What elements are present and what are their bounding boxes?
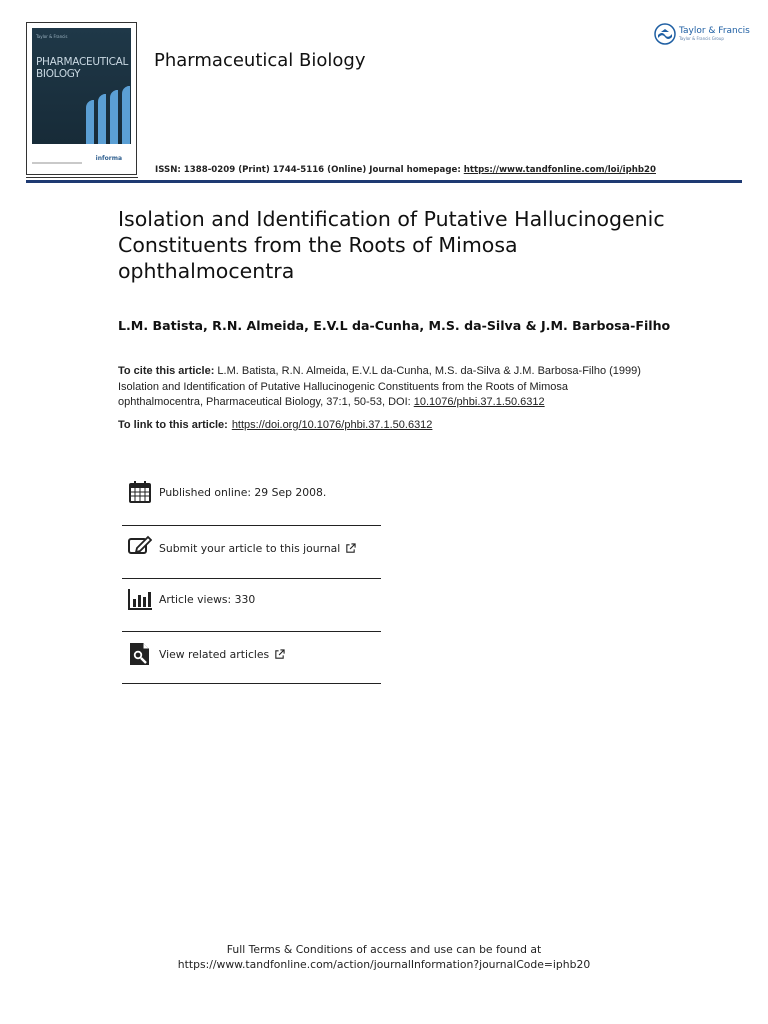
cover-bars-graphic: [84, 86, 130, 144]
edit-icon: [128, 534, 152, 558]
footer-line-1: Full Terms & Conditions of access and use can be found at: [226, 943, 542, 956]
external-link-icon: [345, 543, 356, 554]
article-title: Isolation and Identification of Putative Hallucinogenic Constituents from the Roots of Mimosa ophthalmocentra: [118, 207, 665, 283]
citation-text: L.M. Batista, R.N. Almeida, E.V.L da-Cunha, M.S. da-Silva & J.M. Barbosa-Filho (1999) Isolation and Identification of Putative Hallucinogenic Constituents from the Roots of Mimosa ophthalmocentra, Pharmaceutical Biology, 37:1, 50-53, DOI:: [118, 365, 641, 408]
external-link-icon: [274, 649, 285, 660]
bar-chart-icon: [128, 587, 152, 611]
search-document-icon: [128, 642, 152, 666]
article-views-row: [122, 579, 381, 631]
row-divider: [122, 683, 381, 684]
submit-article-label[interactable]: Submit your article to this journal: [159, 542, 341, 555]
footer-terms-link[interactable]: https://www.tandfonline.com/action/journalInformation?journalCode=iphb20: [177, 958, 591, 971]
related-articles-row[interactable]: [122, 632, 381, 684]
article-views-label: Article views: 330: [159, 593, 256, 606]
doi-link[interactable]: 10.1076/phbi.37.1.50.6312: [413, 396, 545, 408]
calendar-icon: [128, 480, 152, 504]
journal-homepage-link[interactable]: https://www.tandfonline.com/loi/iphb20: [463, 165, 656, 175]
article-authors: L.M. Batista, R.N. Almeida, E.V.L da-Cunha, M.S. da-Silva & J.M. Barbosa-Filho: [118, 318, 671, 333]
link-label: To link to this article:: [118, 419, 228, 431]
publisher-logo-icon: [654, 23, 676, 45]
cover-top-text: Taylor & Francis: [36, 34, 68, 39]
submit-article-row[interactable]: [122, 526, 381, 578]
article-url-link[interactable]: https://doi.org/10.1076/phbi.37.1.50.6312: [231, 419, 433, 431]
journal-name[interactable]: Pharmaceutical Biology: [154, 50, 366, 71]
published-online-row: [122, 468, 381, 520]
cover-publisher-mark: informa: [95, 155, 122, 162]
link-to-article: [118, 419, 432, 431]
publisher-logo[interactable]: [654, 22, 750, 46]
issn-text: ISSN: 1388-0209 (Print) 1744-5116 (Online) Journal homepage:: [155, 165, 464, 175]
publisher-group: Taylor & Francis Group: [679, 36, 724, 41]
cover-base-rule: [26, 177, 138, 178]
footer-terms: [0, 942, 768, 972]
cover-title: PHARMACEUTICAL BIOLOGY: [36, 56, 129, 80]
citation-label: To cite this article:: [118, 365, 215, 377]
cover-art: [32, 28, 131, 144]
citation-block: [118, 364, 648, 411]
header-divider: [26, 180, 742, 183]
journal-cover-thumbnail: [26, 22, 137, 175]
published-online-label: Published online: 29 Sep 2008.: [159, 486, 327, 499]
related-articles-label[interactable]: View related articles: [159, 648, 270, 661]
publisher-name: Taylor & Francis: [679, 26, 750, 36]
issn-line: [155, 165, 656, 175]
